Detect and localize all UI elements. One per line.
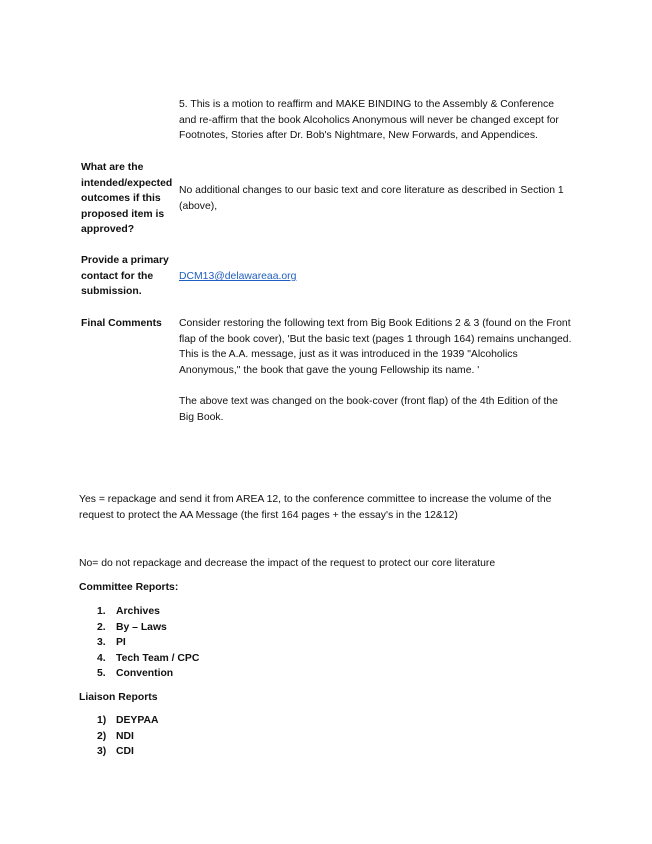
liaison-item-deypaa: DEYPAA [116,715,159,726]
list-number: 3) [97,746,107,758]
committee-item-pi: PI [116,637,126,649]
list-number: 3. [97,637,106,649]
committee-reports-heading: Committee Reports: [79,582,179,593]
final-comments-paragraph-1: Consider restoring the following text from Big Book Editions 2 & 3 (found on the Front flap of the book cover), 'But the basic text (pages 1 through 164) remains unchanged. This is the A.A. message, just as it was introduced in the 1939 "Alcoholics Anonymous," the book that gave the young Fellowship its name. ' [179,318,572,376]
list-number: 1) [97,715,107,726]
committee-item-archives: Archives [116,606,160,617]
outcomes-value: No additional changes to our basic text and core literature as described in Section 1 (above), [179,185,564,212]
liaison-reports-heading: Liaison Reports [79,692,158,703]
contact-email-link[interactable]: DCM13@delawareaa.org [179,271,297,282]
motion-section-5-text: 5. This is a motion to reaffirm and MAKE BINDING to the Assembly & Conference and re-affirm that the book Alcoholics Anonymous will never be changed except for Footnotes, Stories after Dr. Bob's Nightmare, New Forwards, and Appendices. [179,99,559,142]
list-number: 2. [97,621,106,633]
list-number: 4. [97,652,106,664]
final-comments-label: Final Comments [81,318,162,329]
contact-label: Provide a primary contact for the submission. [81,255,169,298]
yes-option-text: Yes = repackage and send it from AREA 12, to the conference committee to increase the volume of the request to protect the AA Message (the first 164 pages + the essay's in the 12&12) [79,494,552,521]
liaison-item-ndi: NDI [116,730,134,742]
list-number: 1. [97,606,106,617]
outcomes-label: What are the intended/expected outcomes if this proposed item is approved? [81,162,173,236]
committee-item-convention: Convention [116,668,174,680]
committee-item-bylaws: By – Laws [116,621,167,633]
committee-item-tech-team: Tech Team / CPC [116,652,200,664]
list-number: 5. [97,668,106,680]
liaison-item-cdi: CDI [116,746,134,758]
final-comments-paragraph-2: The above text was changed on the book-cover (front flap) of the 4th Edition of the Big Book. [179,396,558,423]
no-option-text: No= do not repackage and decrease the impact of the request to protect our core literature [79,558,496,569]
list-number: 2) [97,730,107,742]
